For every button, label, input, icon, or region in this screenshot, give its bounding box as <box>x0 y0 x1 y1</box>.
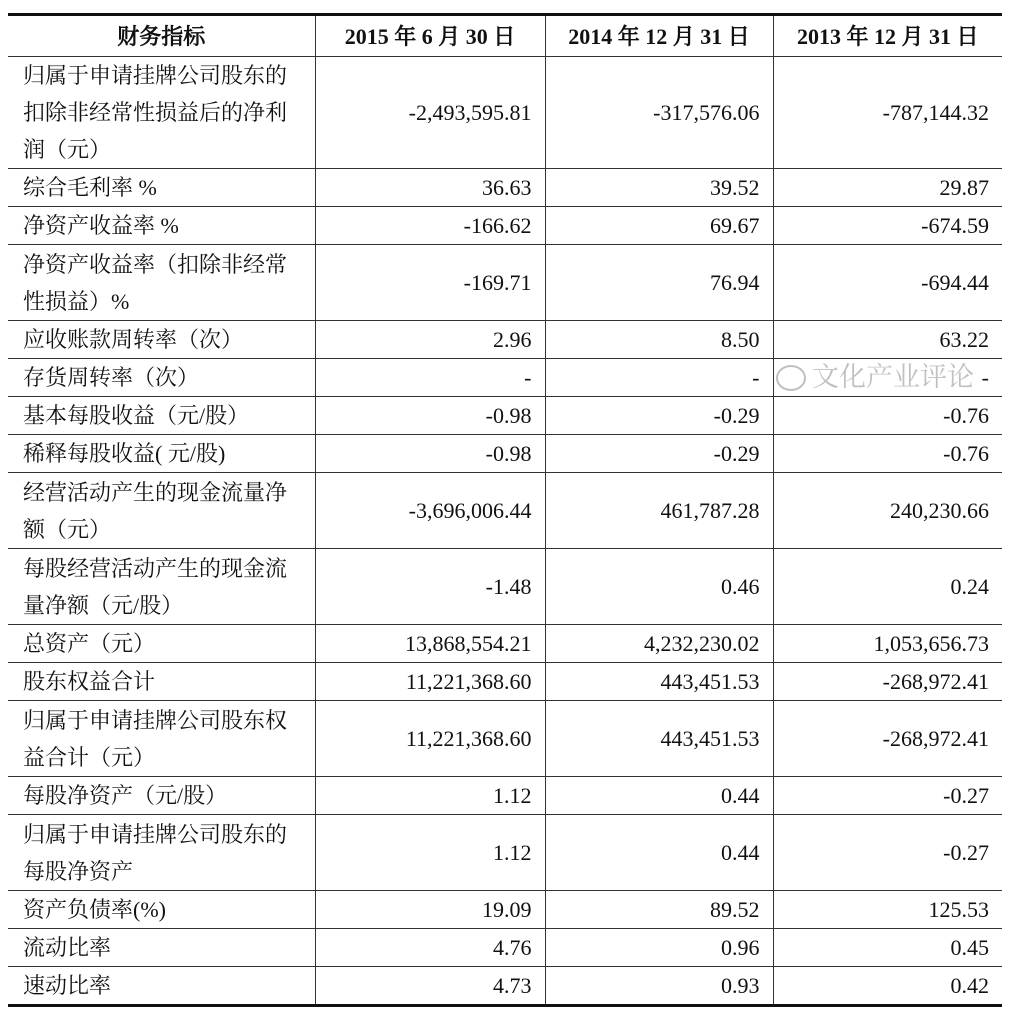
row-value: 4.76 <box>315 929 545 967</box>
row-value: 461,787.28 <box>545 473 773 549</box>
row-value: 69.67 <box>545 207 773 245</box>
row-label: 综合毛利率 % <box>8 169 315 207</box>
table-row <box>8 473 1002 549</box>
row-value: -2,493,595.81 <box>315 57 545 169</box>
row-value: 240,230.66 <box>773 473 1002 549</box>
row-value: -0.76 <box>773 435 1002 473</box>
row-value: -169.71 <box>315 245 545 321</box>
row-value: 0.44 <box>545 815 773 891</box>
row-label: 归属于申请挂牌公司股东的扣除非经常性损益后的净利润（元） <box>8 57 315 169</box>
row-value: 39.52 <box>545 169 773 207</box>
row-value: 13,868,554.21 <box>315 625 545 663</box>
row-label: 基本每股收益（元/股） <box>8 397 315 435</box>
header-2015-06-30: 2015 年 6 月 30 日 <box>315 15 545 57</box>
row-value: 29.87 <box>773 169 1002 207</box>
row-value: 63.22 <box>773 321 1002 359</box>
row-value: 11,221,368.60 <box>315 701 545 777</box>
row-value: 0.46 <box>545 549 773 625</box>
row-label: 归属于申请挂牌公司股东的每股净资产 <box>8 815 315 891</box>
watermark-text: 文化产业评论 <box>812 361 974 393</box>
watermark <box>776 363 974 393</box>
row-label: 股东权益合计 <box>8 663 315 701</box>
table-row <box>8 435 1002 473</box>
row-value: -674.59 <box>773 207 1002 245</box>
row-value: -1.48 <box>315 549 545 625</box>
row-label: 速动比率 <box>8 967 315 1006</box>
table-row <box>8 57 1002 169</box>
row-value: 76.94 <box>545 245 773 321</box>
row-label: 存货周转率（次） <box>8 359 315 397</box>
row-label: 流动比率 <box>8 929 315 967</box>
table-row <box>8 245 1002 321</box>
row-value: 125.53 <box>773 891 1002 929</box>
row-label: 归属于申请挂牌公司股东权益合计（元） <box>8 701 315 777</box>
header-indicator: 财务指标 <box>8 15 315 57</box>
table-row <box>8 929 1002 967</box>
table-row <box>8 891 1002 929</box>
row-label: 稀释每股收益( 元/股) <box>8 435 315 473</box>
table-row <box>8 815 1002 891</box>
row-value: -0.98 <box>315 397 545 435</box>
row-value: -787,144.32 <box>773 57 1002 169</box>
row-value: 443,451.53 <box>545 663 773 701</box>
row-value: -0.27 <box>773 815 1002 891</box>
row-value: -0.29 <box>545 435 773 473</box>
row-label: 应收账款周转率（次） <box>8 321 315 359</box>
header-2014-12-31: 2014 年 12 月 31 日 <box>545 15 773 57</box>
table-row <box>8 625 1002 663</box>
table-row <box>8 321 1002 359</box>
row-value: 8.50 <box>545 321 773 359</box>
row-value: -0.29 <box>545 397 773 435</box>
row-value: 11,221,368.60 <box>315 663 545 701</box>
row-value: 0.96 <box>545 929 773 967</box>
table-header-row <box>8 15 1002 57</box>
table-row <box>8 967 1002 1006</box>
row-value: 36.63 <box>315 169 545 207</box>
row-value: 2.96 <box>315 321 545 359</box>
table-row <box>8 663 1002 701</box>
row-value: -0.27 <box>773 777 1002 815</box>
row-label: 每股经营活动产生的现金流量净额（元/股） <box>8 549 315 625</box>
row-value: -3,696,006.44 <box>315 473 545 549</box>
row-value: - <box>773 359 1002 397</box>
row-value: 4,232,230.02 <box>545 625 773 663</box>
row-value: -317,576.06 <box>545 57 773 169</box>
row-value: 1,053,656.73 <box>773 625 1002 663</box>
row-label: 总资产（元） <box>8 625 315 663</box>
table-row <box>8 701 1002 777</box>
row-value: 1.12 <box>315 777 545 815</box>
row-value: 443,451.53 <box>545 701 773 777</box>
row-value: 0.45 <box>773 929 1002 967</box>
table-row <box>8 777 1002 815</box>
row-value: - <box>545 359 773 397</box>
row-label: 净资产收益率 % <box>8 207 315 245</box>
row-value: 19.09 <box>315 891 545 929</box>
table-row <box>8 549 1002 625</box>
header-2013-12-31: 2013 年 12 月 31 日 <box>773 15 1002 57</box>
row-value: -0.76 <box>773 397 1002 435</box>
row-value: -0.98 <box>315 435 545 473</box>
row-value: 0.93 <box>545 967 773 1006</box>
row-value: 4.73 <box>315 967 545 1006</box>
row-value: -268,972.41 <box>773 663 1002 701</box>
row-label: 每股净资产（元/股） <box>8 777 315 815</box>
row-value: -268,972.41 <box>773 701 1002 777</box>
table-row <box>8 207 1002 245</box>
row-label: 经营活动产生的现金流量净额（元） <box>8 473 315 549</box>
row-value: 0.42 <box>773 967 1002 1006</box>
row-value: - <box>315 359 545 397</box>
row-label: 净资产收益率（扣除非经常性损益）% <box>8 245 315 321</box>
row-label: 资产负债率(%) <box>8 891 315 929</box>
row-value: -166.62 <box>315 207 545 245</box>
row-value: 0.44 <box>545 777 773 815</box>
wechat-icon <box>776 365 806 391</box>
table-row <box>8 169 1002 207</box>
table-row <box>8 397 1002 435</box>
row-value: 1.12 <box>315 815 545 891</box>
row-value: 89.52 <box>545 891 773 929</box>
row-value: 0.24 <box>773 549 1002 625</box>
row-value: -694.44 <box>773 245 1002 321</box>
financial-indicators-table <box>8 13 1002 1007</box>
